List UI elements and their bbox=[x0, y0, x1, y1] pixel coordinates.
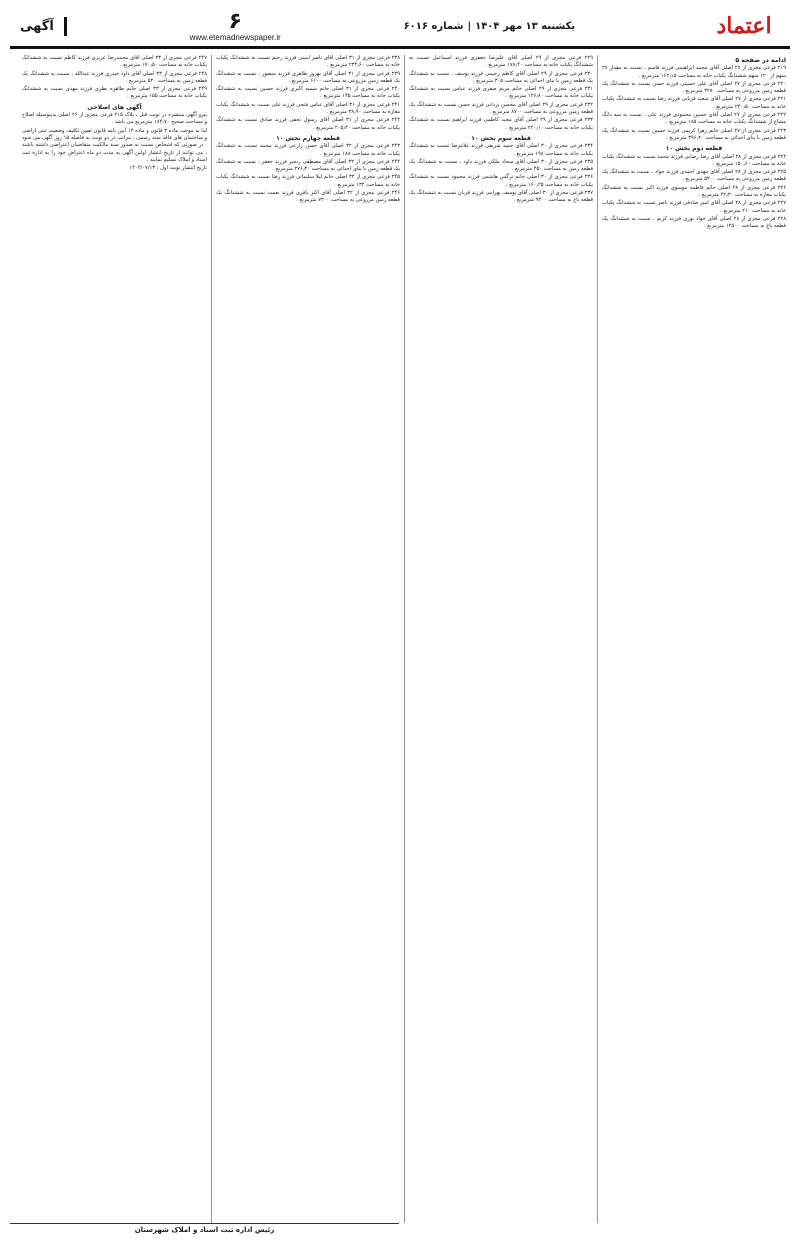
section-title: آگهی bbox=[10, 17, 67, 36]
sub-heading: قطعه سوم بخش ۱۰ bbox=[471, 134, 531, 142]
page-header bbox=[10, 6, 790, 49]
ad-entry: ۲۱۹ فرعی مجزی از ۲۷ اصلی آقای محمد ابراهیمی فرزند قاسم ، نسبت به مقدار ۲۷ سهم از ۱۲۰ سهم ششدانگ یکباب خانه به مساحت ۱۶۲٫۱۵ مترمربع . bbox=[602, 65, 786, 79]
ad-entry: لذا به موجب ماده ۳ قانون و ماده ۱۳ آیین نامه قانون تعیین تکلیف وضعیت ثبتی اراضی و ساختمان های فاقد سند رسمی ، مراتب در دو نوبت به فاصله ۱۵ روز آگهی می شود . در صورتی که اشخاص نسبت به صدور سند مالکیت متقاضیان اعتراضی داشته باشند ، می توانند از تاریخ انتشار اولین آگهی به مدت دو ماه اعتراض خود را به اداره ثبت اسناد و املاک تسلیم نمایند . bbox=[22, 127, 207, 163]
ad-entry: ۲۳۰ فرعی مجزی از ۲۹ اصلی آقای کاظم رحیمی فرزند یوسف ، نسبت به ششدانگ یک قطعه زمین با بنای احداثی به مساحت ۳۰۵ مترمربع . bbox=[409, 70, 593, 84]
ad-entry: ۲۴۶ فرعی مجزی از ۳۲ اصلی آقای اکبر باقری فرزند نعمت نسبت به ششدانگ یک قطعه زمین مزروعی به مساحت ۷۲۰۰ مترمربع . bbox=[216, 190, 400, 204]
newspaper-logo: اعتماد bbox=[716, 13, 772, 39]
ad-columns bbox=[10, 55, 790, 1223]
website-url: www.etemadnewspaper.ir bbox=[189, 32, 281, 42]
ad-entry: ۲۳۱ فرعی مجزی از ۲۹ اصلی خانم مریم صفری فرزند عباس نسبت به ششدانگ یکباب خانه به مساحت ۱۲۶٫۸۰ مترمربع . bbox=[409, 86, 593, 100]
ad-entry: ۲۲۵ فرعی مجزی از ۲۸ اصلی آقای مهدی احمدی فرزند جواد ، نسبت به ششدانگ یک قطعه زمین مزروعی به مساحت ۵۴۰۰ مترمربع . bbox=[602, 169, 786, 183]
ad-entry: ۲۳۹ فرعی مجزی از ۳۱ اصلی آقای بهروز طاهری فرزند منصور ، نسبت به ششدانگ یک قطعه زمین مزروعی به مساحت ۶۱۰۰ مترمربع . bbox=[216, 70, 400, 84]
column-4 bbox=[18, 55, 211, 1223]
column-2 bbox=[404, 55, 597, 1223]
ad-entry: ۲۴۷ فرعی مجزی از ۳۳ اصلی آقای محمدرضا عزیزی فرزند کاظم نسبت به ششدانگ یکباب خانه به مساحت ۱۷۰٫۵۰ مترمربع . bbox=[22, 55, 207, 69]
ad-entry: ۲۳۸ فرعی مجزی از ۳۱ اصلی آقای ناصر امینی فرزند رحیم نسبت به ششدانگ یکباب خانه به مساحت ۲۳۴٫۶۰ مترمربع . bbox=[216, 55, 400, 69]
column-1 bbox=[597, 55, 790, 1223]
ad-entry: ۲۳۲ فرعی مجزی از ۲۹ اصلی آقای محسن یزدانی فرزند حسن نسبت به ششدانگ یک قطعه زمین مزروعی به مساحت ۸۷۰۰ مترمربع . bbox=[409, 101, 593, 116]
ad-entry: ۲۲۴ فرعی مجزی از ۲۸ اصلی آقای رضا رضایی فرزند محمد نسبت به ششدانگ یکباب خانه به مساحت ۱۵۰٫۶۰ مترمربع . bbox=[602, 153, 786, 167]
ad-entry: ۲۴۲ فرعی مجزی از ۳۱ اصلی آقای رسول نجفی فرزند صادق نسبت به ششدانگ یکباب خانه به مساحت ۲۰۵٫۳۰ مترمربع . bbox=[216, 117, 400, 131]
ad-entry: ۲۴۹ فرعی مجزی از ۳۳ اصلی خانم طاهره نظری فرزند مهدی نسبت به ششدانگ یکباب خانه به مساحت ۱۵۵ مترمربع . bbox=[22, 86, 207, 100]
ad-entry: تاریخ انتشار نوبت اول : ۱۴۰۴/۰۷/۱۳ bbox=[129, 165, 207, 172]
ad-entry: ۲۲۰ فرعی مجزی از ۲۷ اصلی آقای علی حسینی فرزند حسن نسبت به ششدانگ یک قطعه زمین مزروعی به مساحت ۳۲۸۰ مترمربع . bbox=[602, 80, 786, 95]
ad-entry: ۲۴۸ فرعی مجزی از ۳۳ اصلی آقای داود حیدری فرزند عبدالله ، نسبت به ششدانگ یک قطعه زمین به مساحت ۵۲۰ مترمربع . bbox=[22, 70, 208, 84]
ad-entry: ۲۴۵ فرعی مجزی از ۳۲ اصلی خانم لیلا سلیمانی فرزند رضا نسبت به ششدانگ یکباب خانه به مساحت ۱۳۲ مترمربع . bbox=[216, 174, 400, 188]
issue-number: شماره ۶۰۱۶ bbox=[403, 20, 464, 32]
sub-heading: قطعه چهارم بخش ۱۰ bbox=[276, 134, 340, 142]
ad-entry: ۲۳۶ فرعی مجزی از ۳۰ اصلی خانم نرگس هاشمی فرزند محمود نسبت به ششدانگ یکباب خانه به مساحت ۱۶۰٫۲۵ مترمربع . bbox=[409, 174, 593, 188]
ad-entry: ۲۳۷ فرعی مجزی از ۳۰ اصلی آقای یوسف بهرامی فرزند قربان نسبت به ششدانگ یک قطعه باغ به مساحت ۹۳۰۰ مترمربع . bbox=[409, 190, 593, 204]
signature-footer: رئیس اداره ثبت اسناد و املاک شهرستان bbox=[10, 1223, 399, 1234]
ad-entry: پیرو آگهی منتشره در نوبت قبل ، پلاک ۲۱۵ فرعی مجزی از ۲۶ اصلی بدینوسیله اصلاح و مساحت صحیح ۱۸۴٫۷۰ مترمربع می باشد . bbox=[22, 112, 208, 126]
page-number: ۶ bbox=[228, 8, 242, 34]
ad-entry: ۲۲۲ فرعی مجزی از ۲۷ اصلی آقای حسین محمودی فرزند علی ، نسبت به سه دانگ مشاع از ششدانگ یکباب خانه به مساحت ۱۸۵ مترمربع . bbox=[602, 112, 787, 126]
sub-heading: آگهی های اصلاحی bbox=[87, 103, 142, 111]
ad-entry: ۲۲۱ فرعی مجزی از ۲۷ اصلی آقای سعید قربانی فرزند رضا نسبت به ششدانگ یکباب خانه به مساحت ۲۴۰٫۵۰ مترمربع . bbox=[602, 96, 787, 110]
ad-entry: ۲۴۳ فرعی مجزی از ۳۲ اصلی آقای حسن زارعی فرزند محمد نسبت به ششدانگ یکباب خانه به مساحت ۱۸۸ مترمربع . bbox=[216, 143, 400, 157]
ad-entry: ۲۲۹ فرعی مجزی از ۲۹ اصلی آقای علیرضا جعفری فرزند اسماعیل نسبت به ششدانگ یکباب خانه به مساحت ۱۷۸٫۴۰ مترمربع . bbox=[409, 55, 593, 69]
ad-entry: ۲۴۴ فرعی مجزی از ۳۲ اصلی آقای مصطفی رنجبر فرزند جعفر ، نسبت به ششدانگ یک قطعه زمین با بنای احداثی به مساحت ۲۷۶٫۴۰ مترمربع . bbox=[216, 158, 400, 173]
ad-entry: ۲۲۳ فرعی مجزی از ۲۷ اصلی خانم زهرا کریمی فرزند حسین نسبت به ششدانگ یک قطعه زمین با بنای احداثی به مساحت ۳۹۶٫۲۰ مترمربع . bbox=[602, 127, 786, 141]
page-number-block bbox=[189, 8, 281, 42]
issue-date: یکشنبه ۱۳ مهر ۱۴۰۴ bbox=[475, 20, 576, 32]
ad-entry: ۲۳۴ فرعی مجزی از ۳۰ اصلی آقای حمید شریفی فرزند غلامرضا نسبت به ششدانگ یکباب خانه به مساحت ۱۹۸ مترمربع . bbox=[409, 143, 593, 157]
sub-heading: قطعه دوم بخش ۱۰ bbox=[665, 145, 723, 153]
ad-entry: ۲۴۰ فرعی مجزی از ۳۱ اصلی خانم سمیه اکبری فرزند حسین نسبت به ششدانگ یکباب خانه به مساحت ۱۴۵ مترمربع . bbox=[216, 86, 401, 100]
ad-entry: ۲۲۸ فرعی مجزی از ۲۸ اصلی آقای جواد نوری فرزند کریم ، نسبت به ششدانگ یک قطعه باغ به مساحت ۱۲۵۰۰ مترمربع . bbox=[602, 215, 786, 230]
column-heading: ادامه در صفحه ۵ bbox=[735, 57, 786, 64]
ad-entry: ۲۲۶ فرعی مجزی از ۲۸ اصلی خانم فاطمه موسوی فرزند اکبر نسبت به ششدانگ یکباب مغازه به مساحت ۴۲٫۳۰ مترمربع . bbox=[602, 184, 786, 199]
ad-entry: ۲۳۳ فرعی مجزی از ۲۹ اصلی آقای مجید کاظمی فرزند ابراهیم نسبت به ششدانگ یکباب خانه به مساحت ۲۲۰٫۱۰ مترمربع . bbox=[409, 117, 594, 131]
column-3 bbox=[211, 55, 404, 1223]
ad-entry: ۲۳۵ فرعی مجزی از ۳۰ اصلی آقای سجاد ملکی فرزند داود ، نسبت به ششدانگ یک قطعه زمین به مساحت ۴۵۰ مترمربع . bbox=[409, 158, 593, 173]
ad-entry: ۲۴۱ فرعی مجزی از ۳۱ اصلی آقای عباس فتحی فرزند علی نسبت به ششدانگ یکباب مغازه به مساحت ۳۸٫۹۰ مترمربع . bbox=[216, 101, 400, 116]
ad-entry: ۲۲۷ فرعی مجزی از ۲۸ اصلی آقای امیر صادقی فرزند ناصر نسبت به ششدانگ یکباب خانه به مساحت ۲۱۰ مترمربع . bbox=[602, 200, 786, 214]
issue-info: یکشنبه ۱۳ مهر ۱۴۰۴|شماره ۶۰۱۶ bbox=[403, 20, 576, 32]
